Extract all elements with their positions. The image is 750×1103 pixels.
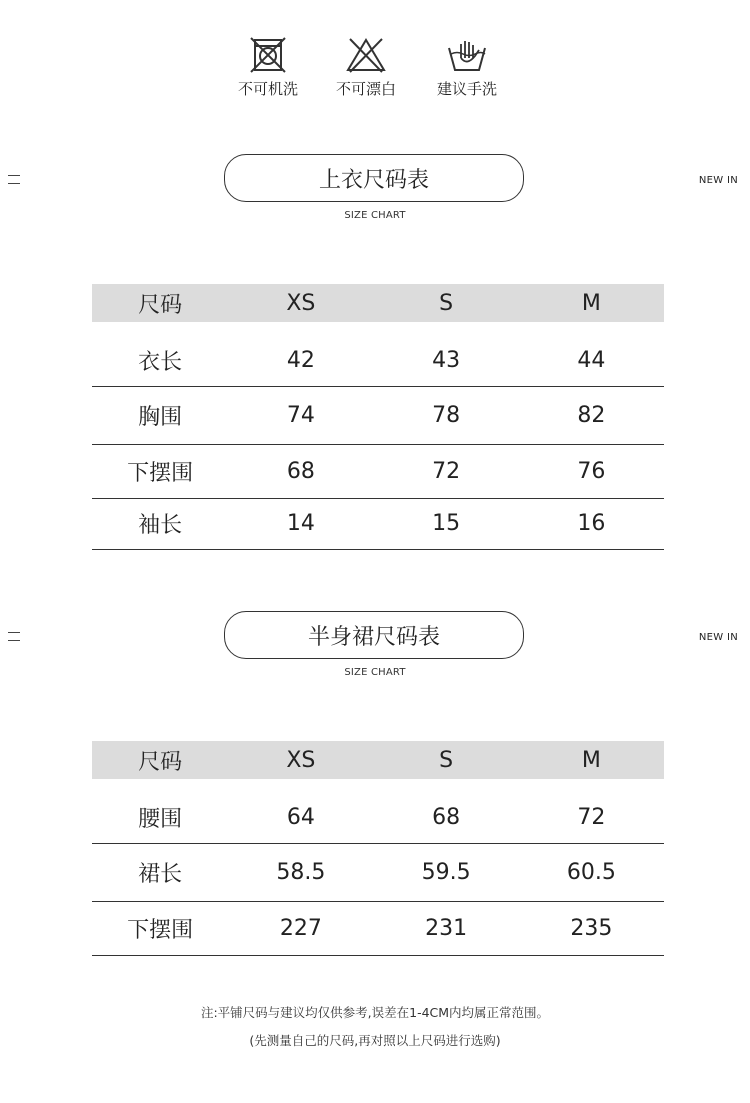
side-decoration [8,632,20,642]
care-label: 建议手洗 [436,80,497,98]
cell: 64 [228,779,373,843]
cell: 15 [373,498,518,549]
cell: 16 [519,498,664,549]
row-label: 腰围 [92,779,228,843]
row-label: 袖长 [92,498,228,549]
side-decoration [8,175,20,185]
table-row [92,322,664,386]
row-label: 下摆围 [92,901,228,955]
care-item-no-machine-wash [223,36,313,99]
table-row [92,386,664,444]
skirt-chart-subtitle: SIZE CHART [344,667,406,678]
hand-wash-icon [445,36,489,74]
cell: 44 [519,322,664,386]
table-row [92,901,664,955]
cell: 42 [228,322,373,386]
top-chart-subtitle: SIZE CHART [344,210,406,221]
no-machine-wash-icon [248,36,288,74]
header-m: M [519,741,664,779]
table-row [92,779,664,843]
cell: 74 [228,386,373,444]
cell: 14 [228,498,373,549]
cell: 82 [519,386,664,444]
cell: 68 [373,779,518,843]
header-xs: XS [228,741,373,779]
header-s: S [373,741,518,779]
header-xs: XS [228,284,373,322]
top-size-table [92,284,664,550]
measure-note: (先测量自己的尺码,再对照以上尺码进行选购) [249,1033,501,1048]
skirt-size-table [92,741,664,956]
header-s: S [373,284,518,322]
top-chart-title: 上衣尺码表 [224,154,524,202]
row-label: 裙长 [92,843,228,901]
no-bleach-icon [344,36,388,74]
cell: 76 [519,444,664,498]
cell: 43 [373,322,518,386]
cell: 231 [373,901,518,955]
side-label: NEW IN [698,175,738,186]
row-label: 下摆围 [92,444,228,498]
header-size: 尺码 [92,741,228,779]
table-header-row [92,741,664,779]
table-row [92,843,664,901]
cell: 58.5 [228,843,373,901]
cell: 78 [373,386,518,444]
care-label: 不可机洗 [237,80,298,98]
care-item-hand-wash [422,36,512,99]
row-label: 胸围 [92,386,228,444]
header-size: 尺码 [92,284,228,322]
table-row [92,498,664,549]
header-m: M [519,284,664,322]
cell: 72 [373,444,518,498]
cell: 72 [519,779,664,843]
row-label: 衣长 [92,322,228,386]
cell: 59.5 [373,843,518,901]
cell: 60.5 [519,843,664,901]
cell: 235 [519,901,664,955]
cell: 68 [228,444,373,498]
table-header-row [92,284,664,322]
table-row [92,444,664,498]
care-label: 不可漂白 [335,80,396,98]
size-note: 注:平铺尺码与建议均仅供参考,误差在1-4CM内均属正常范围。 [200,1005,550,1020]
skirt-chart-title: 半身裙尺码表 [224,611,524,659]
care-item-no-bleach [321,36,411,99]
cell: 227 [228,901,373,955]
side-label: NEW IN [698,632,738,643]
